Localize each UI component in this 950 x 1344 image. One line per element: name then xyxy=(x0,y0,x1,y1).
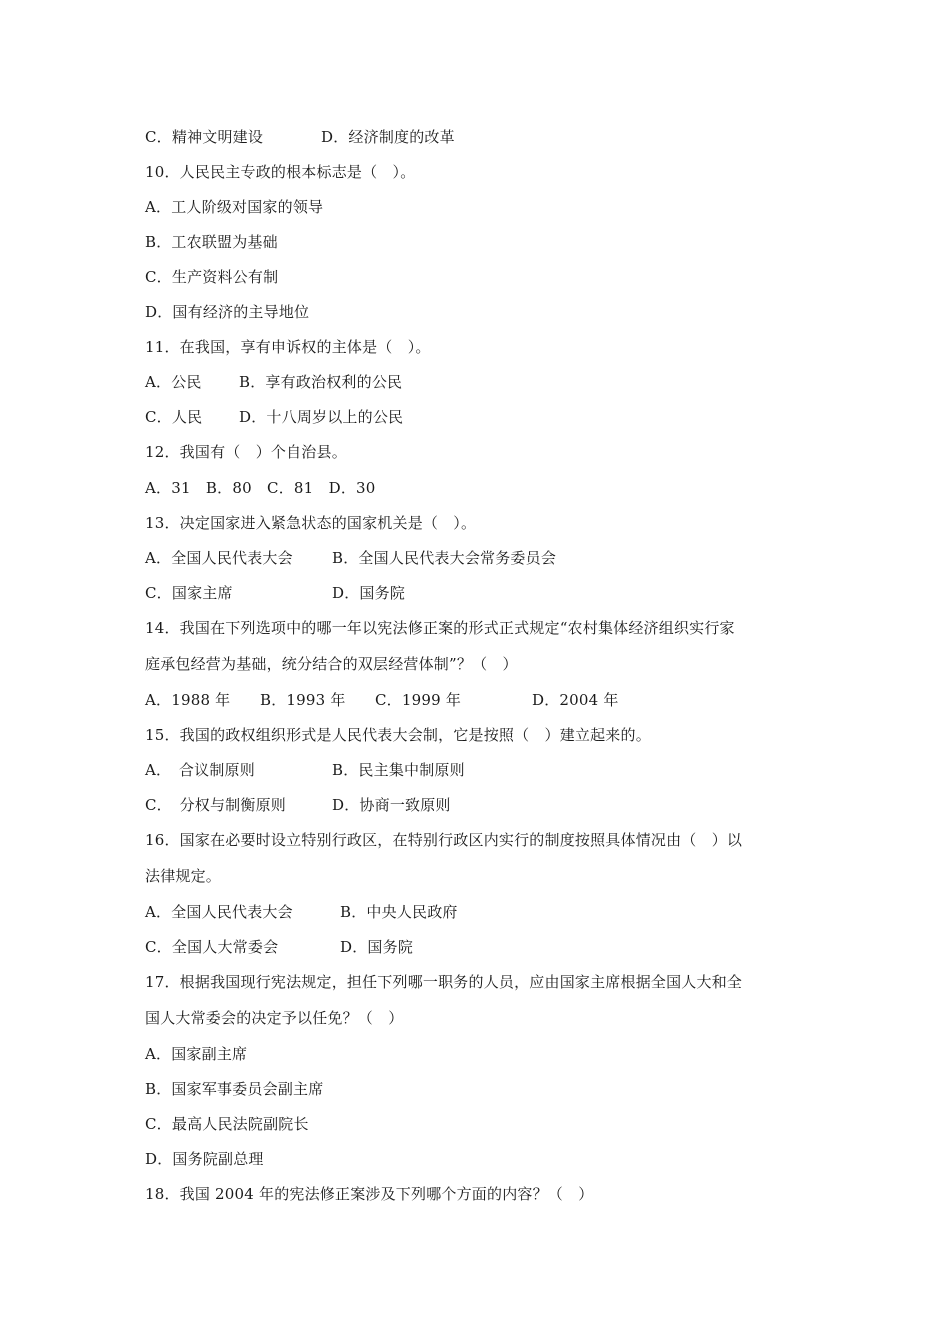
option-a: A．国家副主席 xyxy=(145,1045,248,1063)
option-c: C．最高人民法院副院长 xyxy=(145,1115,309,1133)
option-a: A．全国人民代表大会 xyxy=(145,903,293,921)
question-14: 14．我国在下列选项中的哪一年以宪法修正案的形式正式规定“农村集体经济组织实行家 xyxy=(145,619,735,637)
option-c: C．1999 年 xyxy=(375,691,462,709)
option-a: A． 合议制原则 xyxy=(145,761,255,779)
question-14-continued: 庭承包经营为基础，统分结合的双层经营体制”？（ ） xyxy=(145,655,518,673)
option-d: D．十八周岁以上的公民 xyxy=(239,408,404,426)
question-16: 16．国家在必要时设立特别行政区，在特别行政区内实行的制度按照具体情况由（ ）以 xyxy=(145,831,743,849)
option-a: A．公民 xyxy=(145,373,202,391)
option-c: C．国家主席 xyxy=(145,584,233,602)
option-c: C．精神文明建设 xyxy=(145,128,264,146)
question-18: 18．我国 2004 年的宪法修正案涉及下列哪个方面的内容？（ ） xyxy=(145,1185,594,1203)
question-13: 13．决定国家进入紧急状态的国家机关是（ ）。 xyxy=(145,514,477,532)
option-c: C．全国人大常委会 xyxy=(145,938,279,956)
option-a: A．工人阶级对国家的领导 xyxy=(145,198,324,216)
option-b: B．民主集中制原则 xyxy=(332,761,465,779)
option-c: C．生产资料公有制 xyxy=(145,268,279,286)
option-b: B．工农联盟为基础 xyxy=(145,233,278,251)
question-15: 15．我国的政权组织形式是人民代表大会制，它是按照（ ）建立起来的。 xyxy=(145,726,651,744)
question-11: 11．在我国，享有申诉权的主体是（ ）。 xyxy=(145,338,431,356)
option-a: A．全国人民代表大会 xyxy=(145,549,293,567)
option-d: D．协商一致原则 xyxy=(332,796,451,814)
question-12: 12．我国有（ ）个自治县。 xyxy=(145,443,347,461)
option-b: B．全国人民代表大会常务委员会 xyxy=(332,549,557,567)
question-17-continued: 国人大常委会的决定予以任免？（ ） xyxy=(145,1009,404,1027)
option-d: D．国务院 xyxy=(332,584,406,602)
option-b: B．中央人民政府 xyxy=(340,903,458,921)
question-17: 17．根据我国现行宪法规定，担任下列哪一职务的人员，应由国家主席根据全国人大和全 xyxy=(145,973,743,991)
option-d: D．经济制度的改革 xyxy=(321,128,455,146)
question-10: 10．人民民主专政的根本标志是（ ）。 xyxy=(145,163,416,181)
question-16-continued: 法律规定。 xyxy=(145,867,222,885)
option-c: C． 分权与制衡原则 xyxy=(145,796,286,814)
option-d: D．国有经济的主导地位 xyxy=(145,303,310,321)
option-d: D．2004 年 xyxy=(532,691,619,709)
option-d: D．国务院 xyxy=(340,938,414,956)
option-a: A．1988 年 xyxy=(145,691,231,709)
option-b: B．国家军事委员会副主席 xyxy=(145,1080,324,1098)
option-b: B．1993 年 xyxy=(260,691,346,709)
option-c: C．人民 xyxy=(145,408,203,426)
option-b: B．享有政治权利的公民 xyxy=(239,373,403,391)
option-line: A．31 B．80 C．81 D．30 xyxy=(145,479,376,497)
option-d: D．国务院副总理 xyxy=(145,1150,264,1168)
